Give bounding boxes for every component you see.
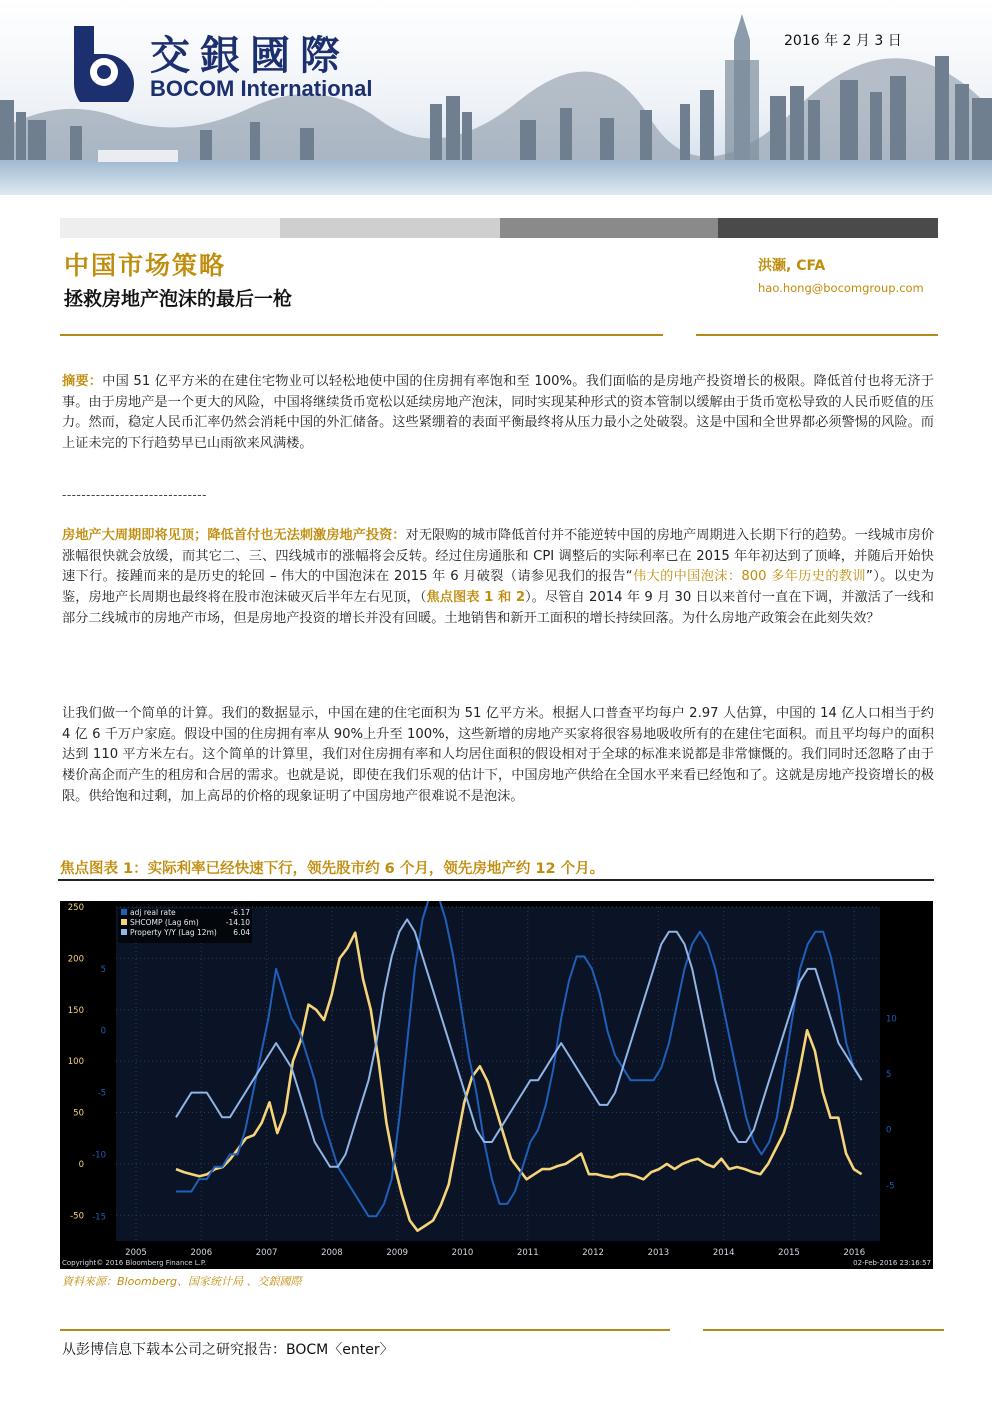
figure-source: 資料來源：Bloomberg、国家统计局 、交銀國際 [62,1275,302,1288]
right-tick-label: 5 [886,1070,892,1080]
x-tick-label: 2016 [843,1248,866,1258]
summary-label: 摘要： [62,374,103,389]
x-tick-label: 2015 [778,1248,800,1258]
stripe-segment-3 [500,218,718,238]
right-tick-label: 0 [886,1125,892,1136]
figure-reference: 焦点图表 1 和 2 [426,590,526,606]
chart-timestamp: 02-Feb-2016 23:16:57 [853,1259,931,1267]
left-outer-tick-label: 250 [67,903,84,913]
legend-swatch [121,929,127,935]
left-outer-tick-label: 150 [67,1005,84,1016]
left-inner-tick-label: -10 [92,1150,106,1161]
footer-rule-right [703,1329,944,1331]
chart-svg [60,901,933,1269]
x-tick-label: 2008 [321,1248,343,1258]
x-tick-label: 2012 [582,1248,604,1258]
summary-text: 中国 51 亿平方米的在建住宅物业可以轻松地使中国的住房拥有率饱和至 100%。我们面临的是房地产投资增长的极限。降低首付也将无济于事。由于房地产是一个更大的风险，中国将继续货币宽松以延续房地产泡沫，同时实现某种形式的资本管制以缓解由于货币宽松导致的人民币贬值的压力。然而，稳定人民币汇率仍然会消耗中国的外汇储备。这些紧绷着的表面平衡最终将从压力最小之处破裂。这是中国和全世界都必须警惕的风险。而上证未完的下行趋势早已山雨欲来风满楼。 [62,374,934,452]
section1-text-b: ”）。以史为鉴，房地产长周期也最终将在股市泡沫破灭后半年左右见顶，（ [62,569,934,606]
plot-area [116,907,880,1241]
legend-value: 6.04 [233,928,250,937]
report-subtitle: 拯救房地产泡沫的最后一枪 [64,288,293,310]
stripe-segment-4 [718,218,938,238]
chart-copyright: Copyright© 2016 Bloomberg Finance L.P. [62,1259,207,1267]
left-outer-tick-label: 100 [67,1057,84,1068]
left-outer-tick-label: 0 [78,1159,84,1170]
author-name: 洪灏, CFA [758,258,826,274]
left-outer-tick-label: -50 [70,1211,84,1222]
x-tick-label: 2011 [516,1248,539,1258]
report-link[interactable]: 伟大的中国泡沫：800 多年历史的教训 [632,569,866,585]
x-tick-label: 2005 [125,1248,147,1258]
left-inner-tick-label: -5 [97,1088,106,1099]
logo-english: BOCOM International [150,76,373,101]
section1-text-a: 对无限购的城市降低首付并不能逆转中国的房地产周期进入长期下行的趋势。一线城市房价涨幅很快就会放缓，而其它二、三、四线城市的涨幅将会反转。经过住房通胀和 CPI 调整后的实际利率已在 2015 年年初达到了顶峰，并随后开始快速下行。接踵而来的是历史的轮回 – 伟大的中国泡沫在 2015 年 6 月破裂（请参见我们的报告“ [62,528,935,585]
legend-swatch [121,909,127,915]
title-rule-left [60,334,663,336]
x-tick-label: 2014 [712,1248,735,1258]
legend-label: Property Y/Y (Lag 12m) [130,928,217,937]
left-inner-tick-label: -15 [92,1212,106,1223]
left-outer-tick-label: 50 [73,1108,84,1119]
x-tick-label: 2009 [386,1248,409,1258]
left-outer-tick-label: 200 [67,954,84,965]
right-tick-label: -5 [886,1181,895,1192]
x-tick-label: 2013 [647,1248,670,1258]
legend-swatch [121,919,127,925]
stripe-segment-2 [280,218,500,238]
legend-label: adj real rate [130,908,176,917]
footer-text: 从彭博信息下载本公司之研究报告：BOCM〈enter〉 [62,1342,394,1358]
x-tick-label: 2007 [255,1248,278,1258]
section1-label: 房地产大周期即将见顶；降低首付也无法刺激房地产投资： [62,528,406,543]
section1-paragraph [62,526,934,630]
figure-rule [58,879,934,881]
title-rule-right [696,334,938,336]
section-divider: ------------------------------ [62,488,207,502]
author-email[interactable]: hao.hong@bocomgroup.com [758,281,924,295]
left-inner-tick-label: 5 [100,964,106,975]
left-inner-tick-label: 0 [100,1026,106,1037]
section1-text-c: ）。尽管自 2014 年 9 月 30 日以来首付一直在下调，并激活了一线和部分二线城市的房地产市场，但是房地产投资的增长并没有回暖。土地销售和新开工面积的增长持续回落。为什么房地产政策会在此刻失效？ [62,590,934,626]
report-date: 2016 年 2 月 3 日 [784,33,902,49]
section2-paragraph: 让我们做一个简单的计算。我们的数据显示，中国在建的住宅面积为 51 亿平方米。根据人口普查平均每户 2.97 人估算，中国的 14 亿人口相当于约 4 亿 6 千万户家庭。假设中国的住房拥有率从 90%上升至 100%，这些新增的房地产买家将很容易地吸收所有的在建住宅面积。而且平均每户的面积达到 110 平方米左右。这个简单的计算里，我们对住房拥有率和人均居住面积的假设相对于全球的标准来说都是非常慷慨的。我们同时还忽略了由于楼价高企而产生的租房和合居的需求。也就是说，即使在我们乐观的估计下，中国房地产供给在全国水平来看已经饱和了。这就是房地产投资增长的极限。供给饱和过剩，加上高昂的价格的现象证明了中国房地产很难说不是泡沫。 [62,706,934,804]
summary-paragraph [62,372,934,455]
logo-chinese: 交銀國際 [150,32,350,79]
figure-title: 焦点图表 1：实际利率已经快速下行，领先股市约 6 个月，领先房地产约 12 个月。 [60,861,605,877]
legend-value: -6.17 [230,908,250,917]
bloomberg-chart [60,901,933,1269]
x-tick-label: 2010 [451,1248,474,1258]
x-tick-label: 2006 [190,1248,213,1258]
stripe-segment-1 [60,218,280,238]
bocom-logo-icon [54,24,146,102]
right-tick-label: 10 [886,1014,897,1025]
footer-rule-left [60,1329,670,1331]
legend-value: -14.10 [225,918,250,927]
report-series-title: 中国市场策略 [64,251,227,280]
legend-label: SHCOMP (Lag 6m) [130,918,199,927]
